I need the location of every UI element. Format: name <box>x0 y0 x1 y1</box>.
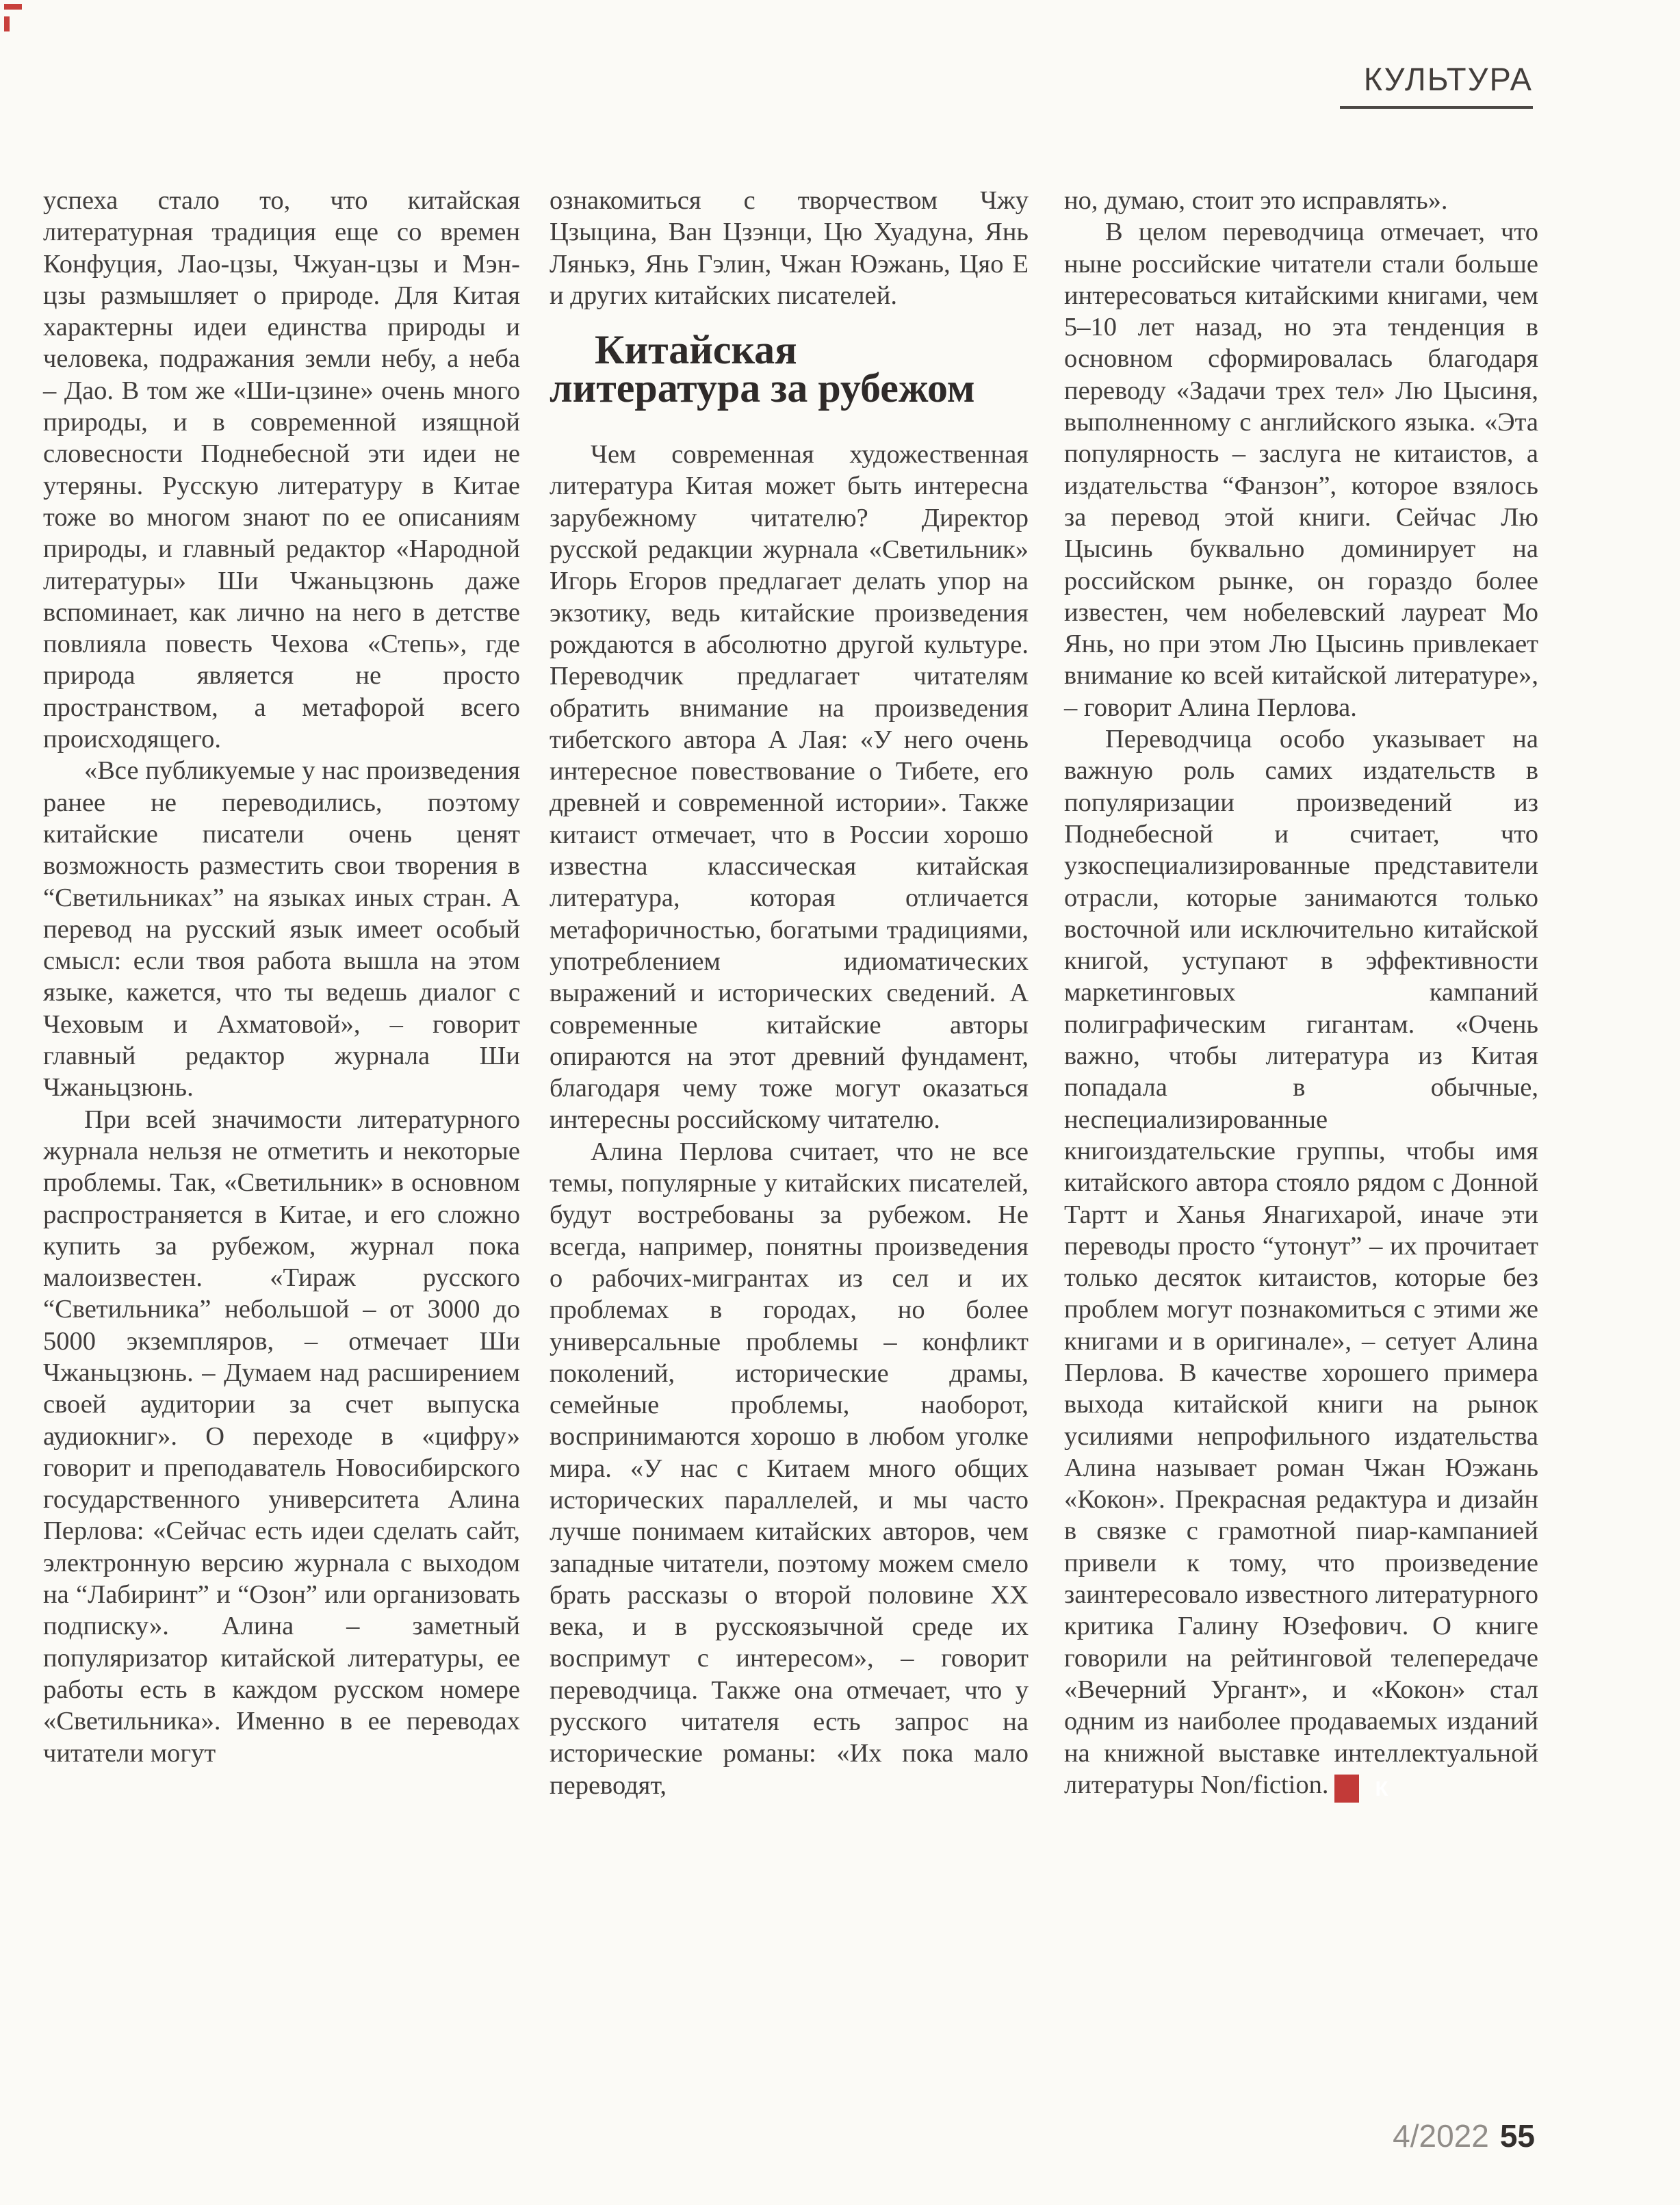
article-heading <box>550 327 1029 411</box>
article-heading-line-1: Китайская <box>595 327 797 373</box>
paragraph: «Все публикуемые у нас произведения ранее не переводились, поэтому китайские писатели очень ценят возможность разместить свои творения в “Светильниках” на языках иных стран. А перевод на русский язык имеет особый смысл: если твоя работа вышла на этом языке, кажется, что ты ведешь диалог с Чеховым и Ахматовой», – говорит главный редактор журнала Ши Чжаньцзюнь. <box>43 756 520 1102</box>
column-2 <box>550 185 1029 1801</box>
paragraph: но, думаю, стоит это исправлять». <box>1064 186 1448 215</box>
column-3 <box>1064 185 1538 1801</box>
paragraph: При всей значимости литературного журнала нельзя не отметить и некоторые проблемы. Так, «Светильник» в основном распространяется в Китае, и его сложно купить за рубежом, журнал пока малоизвестен. «Тираж русского “Светильника” небольшой – от 3000 до 5000 экземпляров, – отмечает Ши Чжаньцзюнь. – Думаем над расширением своей аудитории за счет выпуска аудиокниг». О переходе в «цифру» говорит и преподаватель Новосибирского государственного университета Алина Перлова: «Сейчас есть идеи сделать сайт, электронную версию журнала с выходом на “Лабиринт” и “Озон” или организовать подписку». Алина – заметный популяризатор китайской литературы, ее работы есть в каждом русском номере «Светильника». Именно в ее переводах читатели могут <box>43 1105 520 1768</box>
footer-page-number: 55 <box>1499 2118 1535 2154</box>
scan-registration-mark <box>4 16 10 31</box>
end-of-article-mark: К <box>1334 1775 1359 1803</box>
paragraph: В целом переводчица отмечает, что ныне российские читатели стали больше интересоваться китайскими книгами, чем 5–10 лет назад, но эта тенденция в основном сформировалась благодаря переводу «Задачи трех тел» Лю Цысиня, выполненному с английского языка. «Эта популярность – заслуга не китаистов, а издательства “Фанзон”, которое взялось за перевод этой книги. Сейчас Лю Цысинь буквально доминирует на российском рынке, он гораздо более известен, чем нобелевский лауреат Мо Янь, но при этом Лю Цысинь привлекает внимание ко всей китайской литературе», – говорит Алина Перлова. <box>1064 218 1538 722</box>
paragraph: успеха стало то, что китайская литературная традиция еще со времен Конфуция, Лао-цзы, Чжуан-цзы и Мэн-цзы размышляет о природе. Для Китая характерны идеи единства природы и человека, подражания земли небу, а неба – Дао. В том же «Ши-цзине» очень много природы, и в современной изящной словесности Поднебесной эти идеи не утеряны. Русскую литературу в Китае тоже во многом знают по ее описаниям природы, и главный редактор «Народной литературы» Ши Чжаньцзюнь даже вспоминает, как лично на него в детстве повлияла повесть Чехова «Степь», где природа является не просто пространством, а метафорой всего происходящего. <box>43 186 520 754</box>
paragraph: Чем современная художественная литература Китая может быть интересна зарубежному читателю? Директор русской редакции журнала «Светильник» Игорь Егоров предлагает делать упор на экзотику, ведь китайские произведения рождаются в абсолютно другой культуре. Переводчик предлагает читателям обратить внимание на произведения тибетского автора А Лая: «У него очень интересное повествование о Тибете, его древней и современной истории». Также китаист отмечает, что в России хорошо известна классическая китайская литература, которая отличается метафоричностью, богатыми традициями, употреблением идиоматических выражений и исторических сведений. А современные китайские авторы опираются на этот древний фундамент, благодаря чему тоже могут оказаться интересны российскому читателю. <box>550 440 1029 1135</box>
scan-registration-mark <box>4 4 22 10</box>
paragraph <box>1064 723 1538 1801</box>
paragraph: ознакомиться с творчеством Чжу Цзыцина, Ван Цзэнци, Цю Хуадуна, Янь Лянькэ, Янь Гэлин, Чжан Юэжань, Цяо Е и других китайских писателей. <box>550 186 1029 310</box>
paragraph-text: Переводчица особо указывает на важную роль самих издательств в популяризации произведений из Поднебесной и считает, что узкоспециализированные представители отрасли, которые занимаются только восточной или исключительно китайской книгой, уступают в эффективности маркетинговых кампаний полиграфическим гигантам. «Очень важно, чтобы литература из Китая попадала в обычные, неспециализированные книгоиздательские группы, чтобы имя китайского автора стояло рядом с Донной Тартт и Ханья Янагихарой, иначе эти переводы просто “утонут” – их прочитает только десяток китаистов, которые без проблем могут познакомиться с этими же книгами и в оригинале», – сетует Алина Перлова. В качестве хорошего примера выхода китайской книги на рынок усилиями непрофильного издательства Алина называет роман Чжан Юэжань «Кокон». Прекрасная редактура и дизайн в связке с грамотной пиар-кампанией привели к тому, что произведение заинтересовало известного литературного критика Галину Юзефович. О книге говорили на рейтинговой телепередаче «Вечерний Ургант», и «Кокон» стал одним из наиболее продаваемых изданий на книжной выставке интеллектуальной литературы Non/fiction. <box>1064 725 1538 1799</box>
section-label: КУЛЬТУРА <box>1363 61 1533 97</box>
page-footer <box>1393 2120 1535 2152</box>
footer-issue: 4/2022 <box>1393 2118 1489 2154</box>
article-heading-line-2: литература за рубежом <box>550 365 975 411</box>
paragraph: Алина Перлова считает, что не все темы, популярные у китайских писателей, будут востребованы за рубежом. Не всегда, например, понятны произведения о рабочих-мигрантах из сел и их проблемах в городах, но более универсальные проблемы – конфликт поколений, исторические драмы, семейные проблемы, наоборот, воспринимаются хорошо в любом уголке мира. «У нас с Китаем много общих исторических параллелей, и мы часто лучше понимаем китайских авторов, чем западные читатели, поэтому можем смело брать рассказы о второй половине XX века, и в русскоязычной среде их воспримут с интересом», – говорит переводчица. Также она отмечает, что у русского читателя есть запрос на исторические романы: «Их пока мало переводят, <box>550 1137 1029 1800</box>
column-1 <box>43 185 520 1769</box>
section-underline <box>1340 106 1533 109</box>
